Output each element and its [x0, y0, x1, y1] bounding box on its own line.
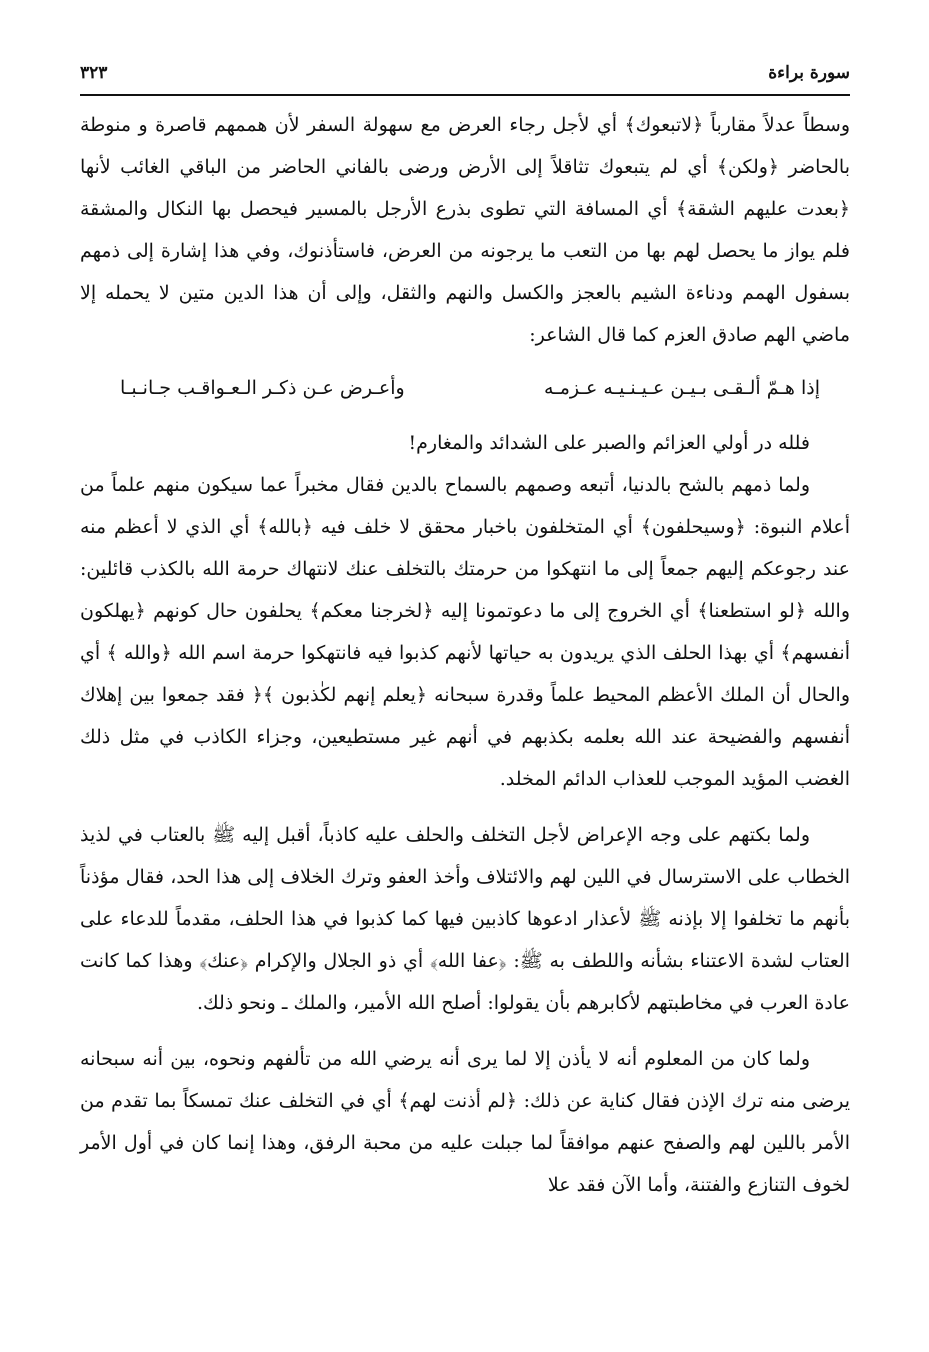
paragraph-5: ولما كان من المعلوم أنه لا يأذن إلا لما يرى أنه يرضي الله من تألفهم ونحوه، بين أنه سبحانه يرضى منه ترك الإذن فقال كناية عن ذلك: ﴿لم أذنت لهم﴾ أي في التخلف عنك تمسكاً بما تقدم من الأمر باللين لهم والصفح عنهم موافقاً لما جبلت عليه من محبة الرفق، وهذا إنما كان في أول الأمر لخوف التنازع والفتنة، وأما الآن فقد علا	[80, 1048, 850, 1196]
paragraph-gap	[80, 1024, 850, 1038]
poem-verse	[120, 368, 820, 408]
page-number: ٣٢٣	[80, 63, 108, 83]
paragraph-4: ولما بكتهم على وجه الإعراض لأجل التخلف والحلف عليه كاذباً، أقبل إليه ﷺ بالعتاب في لذيذ الخطاب على الاسترسال في اللين لهم والائتلاف وأخذ العفو وترك الخلاف إلى هذا الحد، فقال مؤذناً بأنهم ما تخلفوا إلا بإذنه ﷺ لأعذار ادعوها كاذبين فيها كما كذبوا في هذا الحلف، مقدماً للدعاء على العتاب لشدة الاعتناء بشأنه واللطف به ﷺ: ﴿عفا الله﴾ أي ذو الجلال والإكرام ﴿عنك﴾ وهذا كما كانت عادة العرب في مخاطبتهم لأكابرهم بأن يقولوا: أصلح الله الأمير، والملك ـ ونحو ذلك.	[80, 824, 850, 1014]
surah-title: سورة براءة	[768, 63, 850, 83]
paragraph-gap	[80, 800, 850, 814]
poem-first-hemistich: إذا هـمّ ألـقـى بـيـن عـيـنـيـه عـزمـه	[543, 377, 820, 399]
page-body	[80, 104, 850, 1206]
page-header	[80, 52, 850, 96]
paragraph-1: وسطاً عدلاً مقارباً ﴿لاتبعوك﴾ أي لأجل رجاء العرض مع سهولة السفر لأن هممهم قاصرة و منوطة بالحاضر ﴿ولكن﴾ أي لم يتبعوك تثاقلاً إلى الأرض ورضى بالفاني الحاضر من الباقي الغائب لأنها ﴿بعدت عليهم الشقة﴾ أي المسافة التي تطوى بذرع الأرجل بالمسير فيحصل بها النكال والمشقة فلم يواز ما يحصل لهم بها من التعب ما يرجونه من العرض، فاستأذنوك، وفي هذا إشارة إلى ذمهم بسفول الهمم ودناءة الشيم بالعجز والكسل والنهم والثقل، وإلى أن هذا الدين متين لا يحمله إلا ماضي الهم صادق العزم كما قال الشاعر:	[80, 114, 850, 346]
paragraph-3: ولما ذمهم بالشح بالدنيا، أتبعه وصمهم بالسماح بالدين فقال مخبراً عما سيكون منهم علماً من أعلام النبوة: ﴿وسيحلفون﴾ أي المتخلفون باخبار محقق لا خلف فيه ﴿بالله﴾ أي الذي لا أعظم منه عند رجوعكم إليهم جمعاً إلى ما انتهكوا من حرمتك بالتخلف عنك لانتهاك حرمة الله بالكذب قائلين: والله ﴿لو استطعنا﴾ أي الخروج إلى ما دعوتمونا إليه ﴿لخرجنا معكم﴾ يحلفون حال كونهم ﴿يهلكون أنفسهم﴾ أي بهذا الحلف الذي يريدون به حياتها لأنهم كذبوا فيه فانتهكوا حرمة اسم الله ﴿والله ﴾ أي والحال أن الملك الأعظم المحيط علماً وقدرة سبحانه ﴿يعلم إنهم لكٰذبون ﴾﴿ فقد جمعوا بين إهلاك أنفسهم والفضيحة عند الله بعلمه بكذبهم في أنهم غير مستطيعين، وجزاء الكاذب في مثل ذلك الغضب المؤيد الموجب للعذاب الدائم المخلد.	[80, 474, 850, 790]
poem-second-hemistich: وأعـرض عـن ذكـر الـعـواقـب جـانـبـا	[120, 377, 405, 399]
paragraph-2: فلله در أولي العزائم والصبر على الشدائد والمغارم!	[408, 432, 810, 454]
